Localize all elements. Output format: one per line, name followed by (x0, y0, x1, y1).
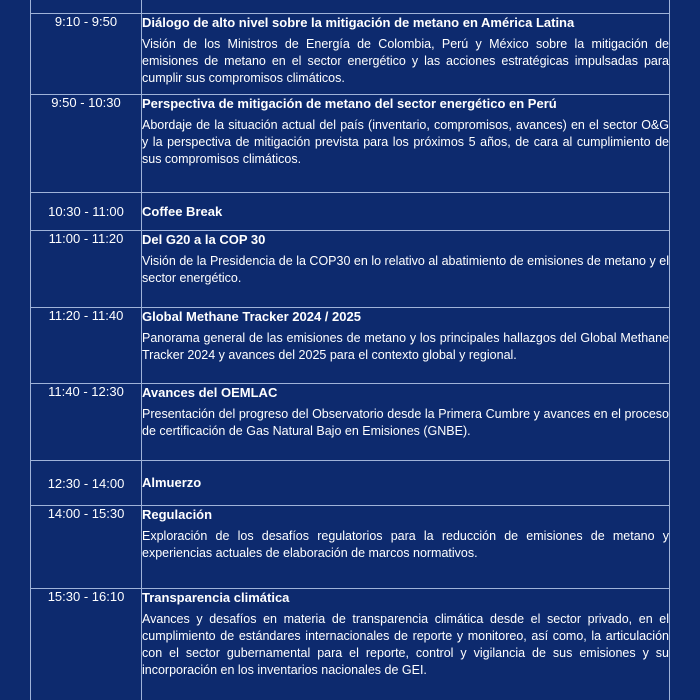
agenda-title: Global Methane Tracker 2024 / 2025 (142, 309, 361, 324)
agenda-row (31, 0, 670, 14)
agenda-content (142, 506, 670, 589)
agenda-title: Almuerzo (142, 475, 202, 490)
agenda-time: 9:50 - 10:30 (31, 95, 142, 193)
agenda-title: Diálogo de alto nivel sobre la mitigación de metano en América Latina (142, 15, 575, 30)
agenda-table (30, 0, 670, 700)
agenda-content (142, 308, 670, 384)
agenda-time: 12:30 - 14:00 (31, 461, 142, 506)
agenda-description: Visión de los Ministros de Energía de Colombia, Perú y México sobre la mitigación de emisiones de metano en el sector energético y las acciones estratégicas impulsadas para cumplir sus compromisos climáticos. (142, 37, 669, 85)
agenda-time: 11:00 - 11:20 (31, 231, 142, 308)
agenda-row (31, 589, 670, 700)
agenda-description: Panorama general de las emisiones de metano y los principales hallazgos del Global Methane Tracker 2024 y avances del 2025 para el contexto global y regional. (142, 331, 669, 362)
agenda-title: Avances del OEMLAC (142, 385, 278, 400)
agenda-row (31, 14, 670, 95)
agenda-row (31, 384, 670, 461)
agenda-description: Avances y desafíos en materia de transparencia climática desde el sector privado, en el cumplimiento de estándares internacionales de reporte y monitoreo, así como, la articulación con el sector gubernamental para el reporte, control y vigilancia de sus emisiones y su incorporación en los inventarios nacionales de GEI. (142, 612, 669, 677)
agenda-row (31, 231, 670, 308)
agenda-content (142, 95, 670, 193)
agenda-description: Visión de la Presidencia de la COP30 en lo relativo al abatimiento de emisiones de metano y el sector energético. (142, 254, 669, 285)
agenda-title: Regulación (142, 507, 213, 522)
agenda-time (31, 0, 142, 14)
agenda-content (142, 231, 670, 308)
agenda-title: Perspectiva de mitigación de metano del sector energético en Perú (142, 96, 557, 111)
agenda-content (142, 461, 670, 506)
agenda-description: Exploración de los desafíos regulatorios para la reducción de emisiones de metano y experiencias actuales de elaboración de marcos normativos. (142, 529, 669, 560)
agenda-content (142, 0, 670, 14)
agenda-time: 11:20 - 11:40 (31, 308, 142, 384)
agenda-row (31, 506, 670, 589)
agenda-content (142, 193, 670, 231)
agenda-content (142, 589, 670, 700)
agenda-row (31, 461, 670, 506)
agenda-content (142, 384, 670, 461)
agenda-content (142, 14, 670, 95)
agenda-title: Coffee Break (142, 203, 223, 219)
agenda-time: 10:30 - 11:00 (31, 193, 142, 231)
agenda-row (31, 95, 670, 193)
agenda-title: Del G20 a la COP 30 (142, 232, 266, 247)
agenda-row (31, 193, 670, 231)
agenda-time: 14:00 - 15:30 (31, 506, 142, 589)
agenda-title: Transparencia climática (142, 590, 290, 605)
agenda-description: Presentación del progreso del Observatorio desde la Primera Cumbre y avances en el proceso de certificación de Gas Natural Bajo en Emisiones (GNBE). (142, 407, 669, 438)
agenda-time: 11:40 - 12:30 (31, 384, 142, 461)
agenda-description: Abordaje de la situación actual del país (inventario, compromisos, avances) en el sector O&G y la perspectiva de mitigación prevista para los próximos 5 años, de cara al cumplimiento de sus compromisos climáticos. (142, 118, 669, 166)
agenda-row (31, 308, 670, 384)
agenda-time: 15:30 - 16:10 (31, 589, 142, 700)
agenda-time: 9:10 - 9:50 (31, 14, 142, 95)
